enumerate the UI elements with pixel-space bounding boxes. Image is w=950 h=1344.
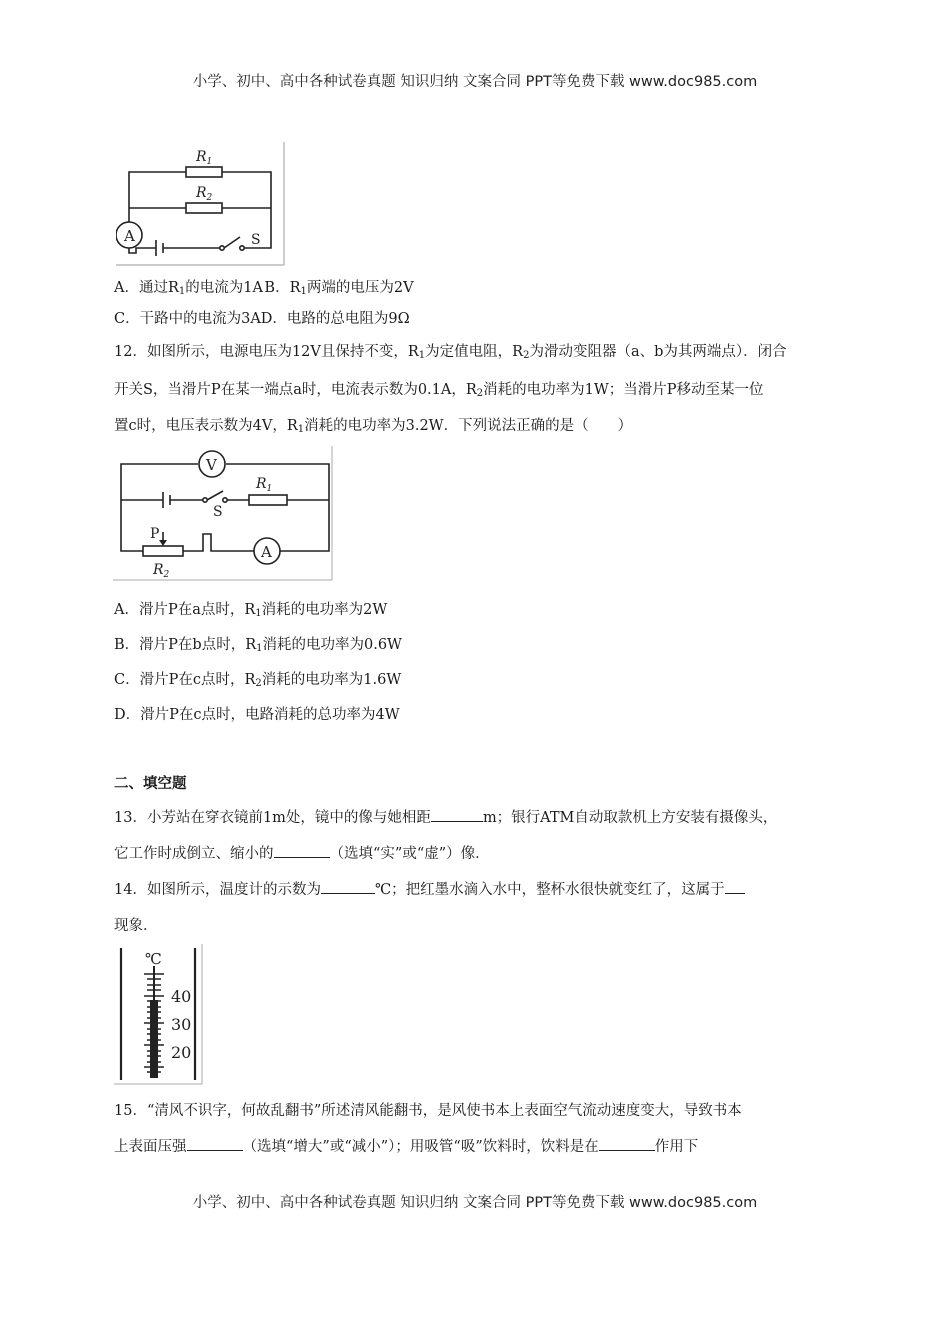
q12-option-a: A．滑片P在a点时，$R_1$消耗的电功率为2W <box>114 602 388 619</box>
r1-label: $R_1$ <box>256 476 273 494</box>
thermometer-figure <box>114 944 204 1086</box>
voltmeter-label: V <box>206 456 217 474</box>
page-footer: 小学、初中、高中各种试卷真题 知识归纳 文案合同 PPT等免费下载 www.doc985.com <box>192 1195 758 1211</box>
section-title: 二、填空题 <box>114 776 187 792</box>
q14-line1: 14．如图所示，温度计的示数为 ℃；把红墨水滴入水中，整杯水很快就变红了，这属于 <box>114 878 745 899</box>
q12-option-c: C．滑片P在c点时，$R_2$消耗的电功率为1.6W <box>114 672 402 689</box>
q12-stem-line3: 置c时，电压表示数为4V，$R_1$消耗的电功率为3.2W．下列说法正确的是（ ） <box>114 418 633 435</box>
q12-option-d: D．滑片P在c点时，电路消耗的总功率为4W <box>114 707 400 723</box>
q11-options-cd: C．干路中的电流为3AD．电路的总电阻为9Ω <box>114 311 410 327</box>
answer-blank[interactable] <box>321 879 375 894</box>
answer-blank[interactable] <box>431 807 483 822</box>
circuit-figure-q12 <box>113 446 335 582</box>
q12-stem-line2: 开关S，当滑片P在某一端点a时，电流表示数为0.1A，$R_2$消耗的电功率为1W；当滑片P移动至某一位 <box>114 382 764 399</box>
q13-line2: 它工作时成倒立、缩小的 （选填“实”或“虚”）像． <box>114 842 490 863</box>
ammeter-label: A <box>124 227 135 245</box>
switch-label: S <box>213 504 223 520</box>
q11-options-ab: A．通过$R_1$的电流为1A B．$R_1$两端的电压为2V <box>114 280 414 297</box>
r1-label: $R_1$ <box>196 149 213 167</box>
q15-line1: 15．“清风不识字，何故乱翻书”所述清风能翻书，是风使书本上表面空气流动速度变大，导致书本 <box>114 1103 742 1119</box>
answer-blank[interactable] <box>599 1136 655 1151</box>
unit-label: ℃ <box>145 950 162 968</box>
slider-label: P <box>150 526 160 542</box>
answer-blank[interactable] <box>274 843 330 858</box>
answer-blank[interactable] <box>725 879 745 894</box>
ammeter-label: A <box>261 543 272 561</box>
q14-line2: 现象． <box>114 918 158 934</box>
circuit-figure-q11 <box>116 142 286 266</box>
r2-label: $R_2$ <box>196 185 213 203</box>
tick-label-20: 20 <box>171 1043 192 1062</box>
q12-stem-line1: 12．如图所示，电源电压为12V且保持不变，$R_1$为定值电阻，$R_2$为滑动变阻器（a、b为其两端点）．闭合 <box>114 344 787 361</box>
q15-line2: 上表面压强 （选填“增大”或“减小”）；用吸管“吸”饮料时，饮料是在 作用下 <box>114 1135 698 1156</box>
tick-label-30: 30 <box>171 1015 192 1034</box>
q12-option-b: B．滑片P在b点时，$R_1$消耗的电功率为0.6W <box>114 637 402 654</box>
switch-label: S <box>251 232 261 248</box>
page-header: 小学、初中、高中各种试卷真题 知识归纳 文案合同 PPT等免费下载 www.doc985.com <box>192 74 758 90</box>
answer-blank[interactable] <box>187 1136 243 1151</box>
q13-line1: 13．小芳站在穿衣镜前1m处，镜中的像与她相距 m；银行ATM自动取款机上方安装有摄像头， <box>114 806 777 827</box>
r2-label: $R_2$ <box>153 562 170 580</box>
tick-label-40: 40 <box>171 987 192 1006</box>
